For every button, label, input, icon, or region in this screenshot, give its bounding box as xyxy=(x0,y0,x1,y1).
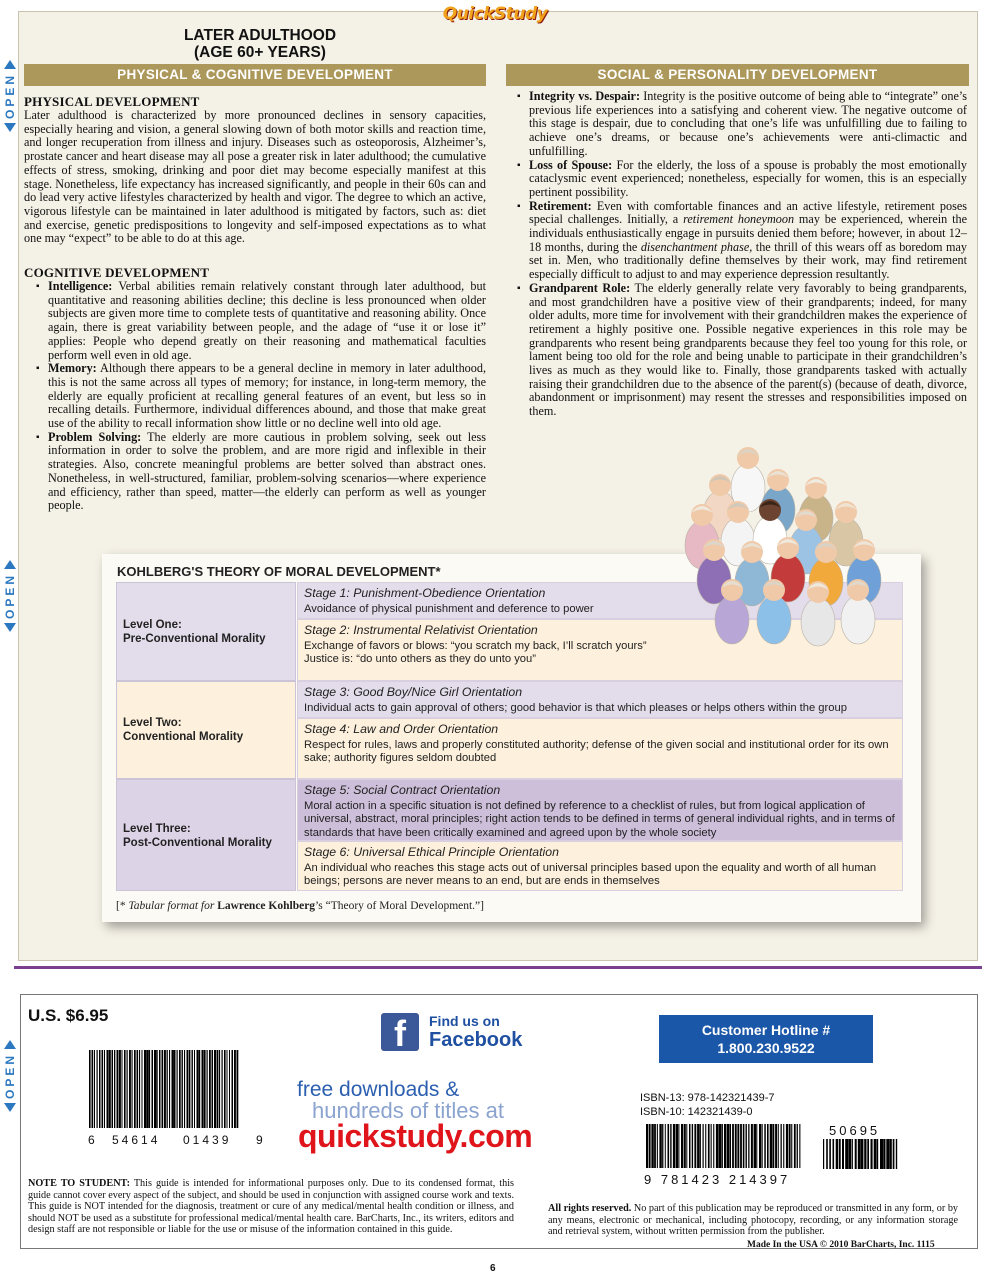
open-tab-3 xyxy=(2,1040,18,1112)
list-item-problem-solving: ▪ Problem Solving: The elderly are more cautious in problem solving, seek out less information in order to solve the problem, and are more rigid and inflexible in their strategies. Also, concrete meaningful problems are better solved than abstract ones. Nonetheless, in well-structured, familiar, problem-solving scenarios—where experience and efficiency, rather than speed, matter—the elderly can perform as well as younger people. xyxy=(48,431,486,513)
made-in-usa: Made In the USA © 2010 BarCharts, Inc. 1115 xyxy=(747,1240,935,1250)
title-line-2: (AGE 60+ YEARS) xyxy=(194,44,326,61)
upc-right-digit: 9 xyxy=(256,1133,266,1147)
section-bar-social-personality: SOCIAL & PERSONALITY DEVELOPMENT xyxy=(506,64,969,86)
cognitive-development-heading: COGNITIVE DEVELOPMENT xyxy=(24,265,210,280)
arrow-down-icon xyxy=(4,623,16,632)
addon-number: 50695 xyxy=(829,1123,881,1138)
stage-5-cell: Stage 5: Social Contract Orientation Moral action in a specific situation is not defined by reference to a checklist of rules, but from logical application of universal, abstract, moral principles; right action tends to be defined in terms of general individual rights, and in terms of standards that have been critically examined and agreed upon by the whole society xyxy=(297,779,903,841)
stage-3-cell: Stage 3: Good Boy/Nice Girl Orientation Individual acts to gain approval of others; good behavior is that which pleases or helps others within the group xyxy=(297,681,903,718)
open-label: OPEN xyxy=(3,573,17,620)
section-bar-physical-cognitive: PHYSICAL & COGNITIVE DEVELOPMENT xyxy=(24,64,486,86)
physical-development-text: Later adulthood is characterized by more pronounced declines in sensory capacities, especially hearing and vision, a general slowing down of both motor skills and reaction time, and longer recuperation from illness and injury. Diseases such as osteoporosis, Alzheimer’s, prostate cancer and heart disease may all pose a greater risk in later adulthood; the cumulative effects of stress, smoking, drinking and poor diet may become especially manifest at this stage. Nonetheless, life expectancy has increased significantly, and people in their 60s can and do lead very active lifestyles characterized by health and vigor. The degree to which an active, vigorous lifestyle can be maintained in later adulthood is mitigated by factors, such as: diet and exercise, genetic predispositions to longevity and self-imposed expectations as to what one may “expect” to be able to do at this age. xyxy=(24,108,486,246)
price: U.S. $6.95 xyxy=(28,1006,109,1025)
isbn-barcode xyxy=(646,1124,802,1168)
kohlberg-title: KOHLBERG'S THEORY OF MORAL DEVELOPMENT* xyxy=(117,564,441,579)
rights-reserved: All rights reserved. No part of this publication may be reproduced or transmitted in any form, or by any means, electronic or mechanical, including photocopy, recording, or any information storage and retrieval system, without written permission from the publisher. xyxy=(548,1203,959,1238)
level-two-label: Level Two: Conventional Morality xyxy=(123,717,244,743)
quickstudy-logo: QuickStudy xyxy=(442,4,548,24)
upc-left-digit: 6 xyxy=(88,1133,98,1147)
note-to-student: NOTE TO STUDENT: This guide is intended for informational purposes only. Due to its condensed format, this guide cannot cover every aspect of the subject, and should be used in conjunction with assigned course work and texts. This guide is NOT intended for the diagnosis, treatment or cure of any medical/mental health condition or illness, and should NOT be used as a substitute for professional medical/mental health care. BarCharts, Inc., its writers, editors and design staff are not responsible or liable for the use or misuse of the information contained in this guide. xyxy=(28,1178,515,1236)
list-item-integrity: ▪ Integrity vs. Despair: Integrity is the positive outcome of being able to “integrate” one’s previous life experiences into a satisfying and coherent view. The negative outcome of this stage is despair, due to concluding that one’s life was unfulfilling due to failing to achieve one’s dreams, or because one’s achievements were anti-climactic and unfulfilling. xyxy=(529,90,967,159)
isbn-10: ISBN-10: 142321439-0 xyxy=(640,1106,753,1118)
list-item-loss-of-spouse: ▪ Loss of Spouse: For the elderly, the loss of a spouse is probably the most emotionally cataclysmic event experienced; nonetheless, especially for women, this is an especially pertinent possibility. xyxy=(529,159,967,200)
level-one-label: Level One: Pre-Conventional Morality xyxy=(123,619,266,645)
arrow-up-icon xyxy=(4,560,16,569)
addon-barcode xyxy=(823,1139,899,1169)
arrow-up-icon xyxy=(4,1040,16,1049)
facebook-icon[interactable]: f xyxy=(381,1013,419,1051)
list-item-grandparent-role: ▪ Grandparent Role: The elderly generally relate very favorably to being grandparents, and most grandchildren have a positive view of their grandparents; indeed, for many older adults, more time for involvement with their grandchildren makes the experience of retirement a highly positive one. Possible negative experiences in this role may be grandparents who resent being grandparents because they feel too young for this role, or lament being too old for the role and being unable to participate in their grandchildren’s lives as much as they would like to. Finally, those grandparents tasked with actually raising their grandchildren due to the absence of the parent(s) (because of death, divorce, abandonment or imprisonment) may resent the stresses and responsibilities imposed on them. xyxy=(529,282,967,419)
upc-digits-2: 01439 xyxy=(183,1133,232,1147)
elderly-group-photo xyxy=(678,440,890,665)
social-list xyxy=(529,90,967,419)
upc-digits-1: 54614 xyxy=(112,1133,161,1147)
open-tab-1 xyxy=(2,60,18,132)
open-tab-2 xyxy=(2,560,18,632)
arrow-down-icon xyxy=(4,1103,16,1112)
list-item-retirement: ▪ Retirement: Even with comfortable finances and an active lifestyle, retirement poses special challenges. Initially, a retirement honeymoon may be experienced, wherein the individuals enthusiastically engage in pursuits denied them before; however, in about 12–18 months, during the disenchantment phase, the thrill of this wears off as boredom may set in. Men, who traditionally define themselves by their work, may find retirement especially difficult to adjust to and may experience depression resultantly. xyxy=(529,200,967,282)
open-label: OPEN xyxy=(3,1053,17,1100)
level-one-cell xyxy=(116,582,296,681)
downloads-line-1: free downloads & xyxy=(297,1078,460,1101)
stage-1-cell: Stage 1: Punishment-Obedience Orientation Avoidance of physical punishment and deference to power xyxy=(297,582,903,619)
open-label: OPEN xyxy=(3,73,17,120)
stage-2-cell: Stage 2: Instrumental Relativist Orientation Exchange of favors or blows: “you scratch my back, I’ll scratch yours” Justice is: “do unto others as they do unto you” xyxy=(297,619,903,681)
cognitive-list xyxy=(48,280,486,513)
stage-6-cell: Stage 6: Universal Ethical Principle Orientation An individual who reaches this stage acts out of universal principles based upon the equality and worth of all human beings; persons are never means to an end, but are ends in themselves xyxy=(297,841,903,891)
stage-4-cell: Stage 4: Law and Order Orientation Respect for rules, laws and properly constituted authority; defense of the given social and institutional order for its own sake; authority figures seldom doubted xyxy=(297,718,903,779)
ean-number: 9 781423 214397 xyxy=(644,1172,791,1187)
upc-barcode xyxy=(89,1050,239,1128)
list-item-intelligence: ▪ Intelligence: Verbal abilities remain relatively constant through later adulthood, but quantitative and reasoning abilities decline; this decline is less pronounced when older subjects are given more time to complete tests of quantitative and reasoning ability. Once again, there is great variability between people, and the adage of “use it or lose it” applies: People who depend greatly on their reasoning and mathematical faculties perform well even in old age. xyxy=(48,280,486,362)
kohlberg-footnote: [* Tabular format for Lawrence Kohlberg’s “Theory of Moral Development.”] xyxy=(116,900,484,912)
facebook-link[interactable]: Facebook xyxy=(429,1029,523,1051)
physical-development-heading: PHYSICAL DEVELOPMENT xyxy=(24,94,200,109)
downloads-line-2: hundreds of titles at xyxy=(312,1098,505,1123)
level-three-cell xyxy=(116,779,296,891)
page-number: 6 xyxy=(490,1263,496,1274)
customer-hotline: Customer Hotline # 1.800.230.9522 xyxy=(659,1015,873,1063)
list-item-memory: ▪ Memory: Although there appears to be a general decline in memory in later adulthood, this is not the same across all types of memory; for instance, in long-term memory, the elderly are equally proficient at recalling general features of an event, but less so in recalling details. Furthermore, individual differences abound, and those that make great use of the ability to recall information show little or no decline well into old age. xyxy=(48,362,486,431)
facebook-find-label: Find us on xyxy=(429,1013,500,1029)
page-title xyxy=(150,27,370,61)
level-three-label: Level Three: Post-Conventional Morality xyxy=(123,823,272,849)
title-line-1: LATER ADULTHOOD xyxy=(183,27,337,44)
arrow-down-icon xyxy=(4,123,16,132)
quickstudy-url-link[interactable]: quickstudy.com xyxy=(298,1118,533,1154)
isbn-13: ISBN-13: 978-142321439-7 xyxy=(640,1092,775,1104)
arrow-up-icon xyxy=(4,60,16,69)
level-two-cell xyxy=(116,681,296,779)
divider xyxy=(14,966,982,969)
